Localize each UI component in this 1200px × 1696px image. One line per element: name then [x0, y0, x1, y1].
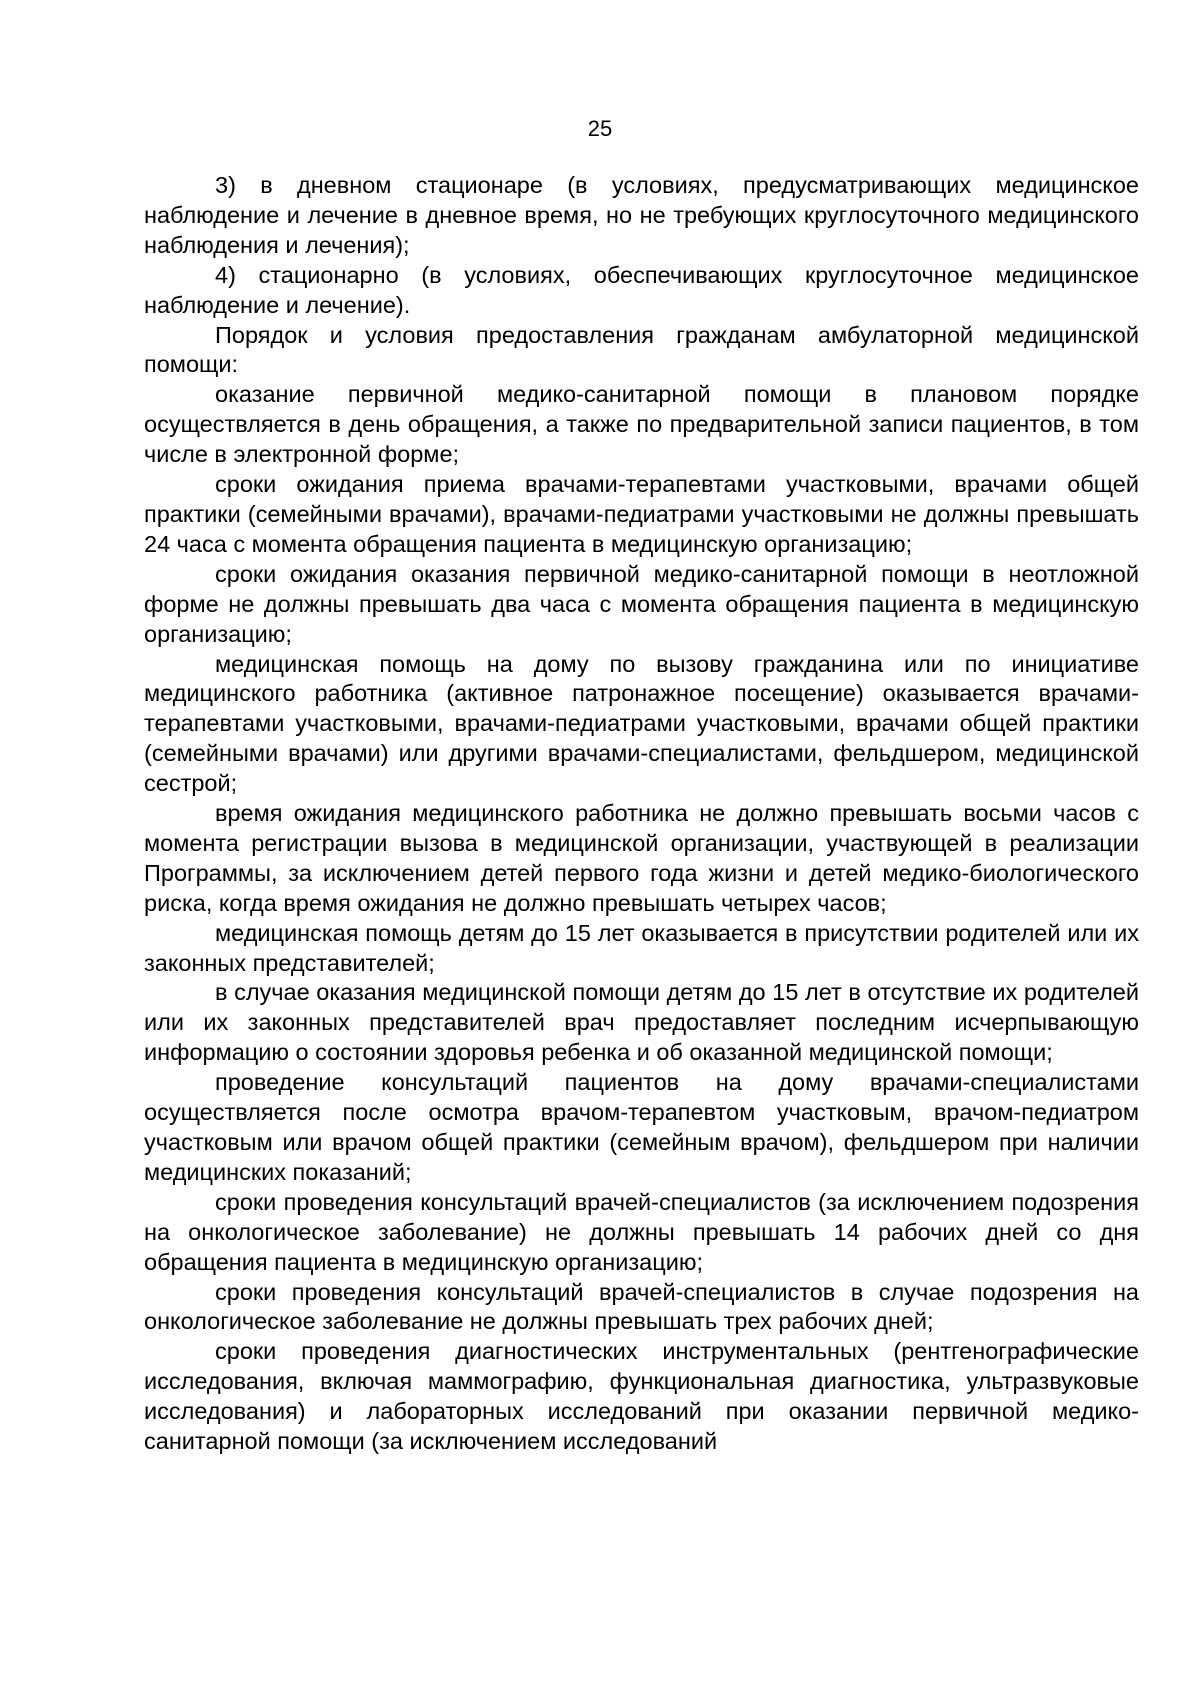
paragraph-planned-care: оказание первичной медико-санитарной помощи в плановом порядке осуществляется в день обращения, а также по предварительной записи пациентов, в том числе в электронной форме; [144, 381, 1139, 468]
paragraph-inpatient: 4) стационарно (в условиях, обеспечивающих круглосуточное медицинское наблюдение и лечение). [144, 261, 1139, 318]
paragraph-day-hospital: 3) в дневном стационаре (в условиях, предусматривающих медицинское наблюдение и лечение в дневное время, но не требующих круглосуточного медицинского наблюдения и лечения); [144, 172, 1139, 258]
page-number: 25 [587, 116, 613, 141]
paragraph-diagnostics-terms: сроки проведения диагностических инструментальных (рентгенографические исследования, включая маммографию, функциональная диагностика, ультразвуковые исследования) и лабораторных исследований при оказании первичной медико-санитарной помощи (за исключением исследований [144, 1338, 1139, 1455]
paragraph-urgent-wait: сроки ожидания оказания первичной медико-санитарной помощи в неотложной форме не должны превышать два часа с момента обращения пациента в медицинскую организацию; [144, 560, 1139, 647]
paragraph-home-care: медицинская помощь на дому по вызову гражданина или по инициативе медицинского работника (активное патронажное посещение) оказывается врачами-терапевтами участковыми, врачами-педиатрами участковыми, врачами общей практики (семейными врачами) или другими врачами-специалистами, фельдшером, медицинской сестрой; [144, 650, 1139, 797]
paragraph-worker-wait: время ожидания медицинского работника не должно превышать восьми часов с момента регистрации вызова в медицинской организации, участвующей в реализации Программы, за исключением детей первого года жизни и детей медико-биологического риска, когда время ожидания не должно превышать четырех часов; [144, 800, 1139, 916]
paragraph-ambulatory-order: Порядок и условия предоставления гражданам амбулаторной медицинской помощи: [144, 321, 1139, 378]
paragraph-children-presence: медицинская помощь детям до 15 лет оказывается в присутствии родителей или их законных представителей; [144, 919, 1139, 976]
paragraph-oncology-terms: сроки проведения консультаций врачей-специалистов в случае подозрения на онкологическое заболевание не должны превышать трех рабочих дней; [144, 1278, 1139, 1335]
paragraph-children-absence: в случае оказания медицинской помощи детям до 15 лет в отсутствие их родителей или их законных представителей врач предоставляет последним исчерпывающую информацию о состоянии здоровья ребенка и об оказанной медицинской помощи; [144, 979, 1139, 1066]
paragraph-therapist-wait: сроки ожидания приема врачами-терапевтами участковыми, врачами общей практики (семейными врачами), врачами-педиатрами участковыми не должны превышать 24 часа с момента обращения пациента в медицинскую организацию; [144, 471, 1139, 557]
paragraph-home-consultations: проведение консультаций пациентов на дому врачами-специалистами осуществляется после осмотра врачом-терапевтом участковым, врачом-педиатром участковым или врачом общей практики (семейным врачом), фельдшером при наличии медицинских показаний; [144, 1069, 1139, 1185]
document-body [144, 171, 1139, 1457]
paragraph-specialist-terms: сроки проведения консультаций врачей-специалистов (за исключением подозрения на онкологическое заболевание) не должны превышать 14 рабочих дней со дня обращения пациента в медицинскую организацию; [144, 1188, 1139, 1275]
